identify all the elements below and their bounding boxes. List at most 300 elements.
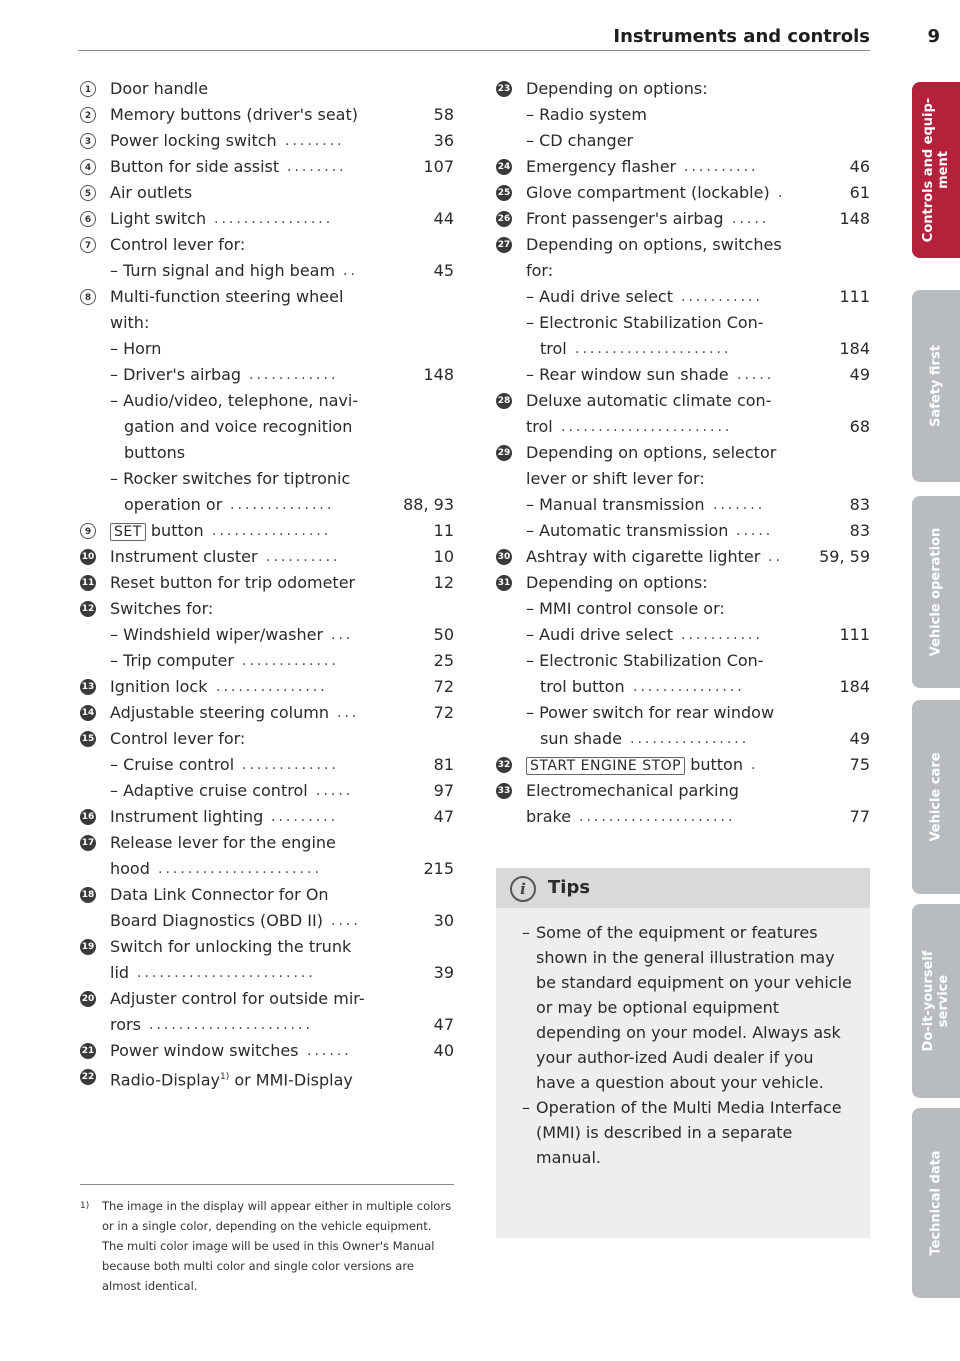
legend-text bbox=[526, 440, 776, 466]
page-reference[interactable]: 184 bbox=[839, 677, 870, 696]
legend-text bbox=[526, 466, 705, 492]
legend-entry-body bbox=[110, 700, 454, 726]
page-reference[interactable]: 50 bbox=[433, 625, 454, 644]
chapter-tab[interactable] bbox=[912, 700, 960, 894]
callout-number: 31 bbox=[496, 575, 512, 591]
legend-entry bbox=[80, 232, 454, 284]
page-reference[interactable]: 39 bbox=[433, 963, 454, 982]
legend-line bbox=[526, 128, 870, 154]
callout-number: 26 bbox=[496, 211, 512, 227]
legend-line bbox=[110, 232, 454, 258]
legend-entry bbox=[80, 570, 454, 596]
legend-text bbox=[110, 232, 245, 258]
callout-number: 18 bbox=[80, 887, 96, 903]
legend-entry-body bbox=[110, 128, 454, 154]
leader-dots: ............ bbox=[249, 367, 339, 383]
legend-line bbox=[526, 440, 870, 466]
leader-dots: .......... bbox=[266, 549, 341, 565]
page-reference[interactable]: 148 bbox=[423, 365, 454, 384]
legend-line bbox=[110, 336, 454, 362]
leader-dots: ... bbox=[337, 705, 360, 721]
legend-line-text: – Turn signal and high beam bbox=[110, 261, 336, 280]
legend-line-text: – Cruise control bbox=[110, 755, 235, 774]
legend-text bbox=[526, 102, 647, 128]
legend-entry bbox=[80, 986, 454, 1038]
legend-line-text: button bbox=[690, 755, 743, 774]
legend-line-text: – MMI control console or: bbox=[526, 599, 725, 618]
legend-entry-body bbox=[110, 154, 454, 180]
legend-text bbox=[110, 466, 350, 492]
page-reference[interactable]: 45 bbox=[433, 261, 454, 280]
tip-text: Some of the equipment or features shown in the general illustration may be standard equipment on your vehicle or may be optional equipment depending on your model. Always ask your author-ized Audi dealer if you have a question about your vehicle. bbox=[536, 923, 852, 1092]
leader-dots: ........................ bbox=[137, 965, 316, 981]
legend-text bbox=[526, 76, 708, 102]
legend-line bbox=[110, 648, 454, 674]
legend-text bbox=[110, 674, 208, 700]
callout-number: 23 bbox=[496, 81, 512, 97]
legend-line-text: Door handle bbox=[110, 79, 209, 98]
legend-line-text: – Power switch for rear window bbox=[526, 703, 775, 722]
legend-text bbox=[526, 544, 760, 570]
legend-line bbox=[526, 648, 870, 674]
page-reference[interactable]: 215 bbox=[423, 859, 454, 878]
legend-line-text: Depending on options: bbox=[526, 573, 708, 592]
legend-text bbox=[110, 804, 263, 830]
legend-line-text: lever or shift lever for: bbox=[526, 469, 705, 488]
leader-dots: ................ bbox=[630, 731, 750, 747]
leader-dots: .............. bbox=[230, 497, 335, 513]
legend-line-text: Adjuster control for outside mir- bbox=[110, 989, 365, 1008]
leader-dots: ..... bbox=[736, 523, 774, 539]
page-reference[interactable]: 10 bbox=[433, 547, 454, 566]
tips-box bbox=[496, 868, 870, 1238]
callout-number: 27 bbox=[496, 237, 512, 253]
tips-title: Tips bbox=[548, 877, 591, 898]
legend-line-text: Multi-function steering wheel bbox=[110, 287, 344, 306]
legend-line bbox=[110, 466, 454, 492]
legend-line bbox=[110, 1012, 454, 1038]
legend-entry-body bbox=[110, 674, 454, 700]
page-reference[interactable]: 148 bbox=[839, 209, 870, 228]
legend-text bbox=[526, 388, 771, 414]
legend-entry bbox=[80, 76, 454, 102]
legend-line-text: Instrument cluster bbox=[110, 547, 258, 566]
legend-line-text: Emergency flasher bbox=[526, 157, 677, 176]
leader-dots: .. bbox=[768, 549, 783, 565]
tip-item: – Operation of the Multi Media Interface (MMI) is described in a separate manual. bbox=[522, 1098, 842, 1167]
leader-dots: .... bbox=[331, 913, 361, 929]
legend-text bbox=[526, 622, 673, 648]
chapter-tab[interactable] bbox=[912, 904, 960, 1098]
legend-line-text: Control lever for: bbox=[110, 729, 246, 748]
legend-entry-body bbox=[110, 830, 454, 882]
legend-line bbox=[110, 986, 454, 1012]
legend-entry-body bbox=[110, 986, 454, 1038]
legend-line bbox=[110, 804, 454, 830]
legend-entry-body bbox=[110, 596, 454, 674]
legend-line bbox=[526, 674, 870, 700]
page-reference[interactable]: 59, 59 bbox=[819, 547, 870, 566]
leader-dots: ...................... bbox=[158, 861, 322, 877]
legend-text bbox=[110, 648, 234, 674]
leader-dots: ..... bbox=[737, 367, 775, 383]
page-reference[interactable]: 81 bbox=[433, 755, 454, 774]
page-reference[interactable]: 36 bbox=[433, 131, 454, 150]
callout-number: 9 bbox=[80, 523, 96, 539]
leader-dots: ........... bbox=[681, 289, 763, 305]
legend-line-text: Electromechanical parking bbox=[526, 781, 739, 800]
legend-line-text: – CD changer bbox=[526, 131, 634, 150]
legend-text bbox=[526, 128, 633, 154]
legend-text bbox=[110, 284, 343, 310]
legend-text bbox=[110, 1064, 353, 1093]
legend-line bbox=[526, 154, 870, 180]
legend-line-text: Reset button for trip odometer bbox=[110, 573, 356, 592]
legend-line bbox=[110, 544, 454, 570]
legend-line bbox=[110, 908, 454, 934]
legend-entry-body bbox=[110, 934, 454, 986]
legend-entry bbox=[80, 596, 454, 674]
legend-entry-body bbox=[526, 778, 870, 830]
leader-dots: ........ bbox=[287, 159, 347, 175]
legend-text bbox=[526, 180, 770, 206]
legend-line-text: Depending on options: bbox=[526, 79, 708, 98]
callout-number: 2 bbox=[80, 107, 96, 123]
legend-line bbox=[526, 622, 870, 648]
page-reference[interactable]: 12 bbox=[433, 573, 454, 592]
legend-line bbox=[110, 102, 454, 128]
legend-line-text: Power window switches bbox=[110, 1041, 299, 1060]
legend-entry bbox=[80, 1064, 454, 1090]
legend-line bbox=[110, 1038, 454, 1064]
legend-entry-body bbox=[526, 76, 870, 154]
legend-text bbox=[110, 700, 329, 726]
page-reference[interactable]: 83 bbox=[849, 495, 870, 514]
legend-line bbox=[110, 960, 454, 986]
callout-number: 4 bbox=[80, 159, 96, 175]
legend-line-text: Radio-Display bbox=[110, 1070, 221, 1090]
legend-entry bbox=[80, 700, 454, 726]
legend-line bbox=[110, 76, 454, 102]
legend-text bbox=[110, 154, 279, 180]
legend-line-text: Light switch bbox=[110, 209, 207, 228]
legend-line-text: Memory buttons (driver's seat) bbox=[110, 105, 358, 124]
page-reference[interactable]: 47 bbox=[433, 1015, 454, 1034]
callout-number: 32 bbox=[496, 757, 512, 773]
legend-entry-body bbox=[110, 726, 454, 804]
legend-entry bbox=[80, 128, 454, 154]
leader-dots: ................ bbox=[212, 523, 332, 539]
legend-entry bbox=[80, 830, 454, 882]
key-label: SET bbox=[110, 523, 146, 541]
callout-number: 13 bbox=[80, 679, 96, 695]
callout-number: 10 bbox=[80, 549, 96, 565]
legend-text bbox=[110, 206, 206, 232]
legend-line-text: for: bbox=[526, 261, 554, 280]
legend-line-text: with: bbox=[110, 313, 150, 332]
chapter-tab-label: Technical data bbox=[928, 1150, 944, 1256]
callout-number: 3 bbox=[80, 133, 96, 149]
legend-line-text: button bbox=[150, 521, 204, 540]
page-reference[interactable]: 111 bbox=[839, 625, 870, 644]
legend-line bbox=[526, 414, 870, 440]
page-reference[interactable]: 40 bbox=[433, 1041, 454, 1060]
legend-line bbox=[110, 778, 454, 804]
legend-line bbox=[526, 752, 870, 778]
tip-text: Operation of the Multi Media Interface (MMI) is described in a separate manual. bbox=[536, 1098, 842, 1167]
legend-text bbox=[110, 778, 308, 804]
legend-entry-body bbox=[110, 284, 454, 518]
legend-line-text: – Audi drive select bbox=[526, 287, 673, 306]
legend-text bbox=[110, 336, 161, 362]
callout-number: 29 bbox=[496, 445, 512, 461]
chapter-tab-label: Safety first bbox=[928, 345, 944, 427]
page-reference[interactable]: 11 bbox=[433, 521, 454, 540]
legend-line-text: Button for side assist bbox=[110, 157, 280, 176]
legend-text bbox=[110, 1012, 141, 1038]
footnote-divider bbox=[80, 1184, 454, 1185]
legend-text bbox=[110, 882, 329, 908]
legend-text bbox=[540, 674, 625, 700]
callout-number: 20 bbox=[80, 991, 96, 1007]
page-reference[interactable]: 72 bbox=[433, 677, 454, 696]
legend-line bbox=[526, 544, 870, 570]
legend-entry bbox=[80, 154, 454, 180]
callout-number: 16 bbox=[80, 809, 96, 825]
legend-entry-body bbox=[110, 570, 454, 596]
page-reference[interactable]: 46 bbox=[849, 157, 870, 176]
page-reference[interactable]: 49 bbox=[849, 729, 870, 748]
legend-line bbox=[110, 492, 454, 518]
leader-dots: .......... bbox=[684, 159, 759, 175]
leader-dots: .. bbox=[343, 263, 358, 279]
legend-text bbox=[526, 648, 764, 674]
legend-entry-body bbox=[526, 388, 870, 440]
legend-line-text: Adjustable steering column bbox=[110, 703, 329, 722]
legend-line bbox=[110, 830, 454, 856]
legend-line bbox=[110, 1064, 454, 1090]
legend-entry bbox=[80, 934, 454, 986]
legend-entry bbox=[80, 284, 454, 518]
legend-text bbox=[110, 908, 323, 934]
callout-number: 11 bbox=[80, 575, 96, 591]
page-reference[interactable]: 44 bbox=[433, 209, 454, 228]
legend-line-text: Release lever for the engine bbox=[110, 833, 336, 852]
legend-line bbox=[110, 700, 454, 726]
legend-line bbox=[526, 726, 870, 752]
leader-dots: ......... bbox=[271, 809, 339, 825]
legend-entry bbox=[496, 76, 870, 154]
legend-line bbox=[110, 726, 454, 752]
legend-entry bbox=[80, 544, 454, 570]
legend-text bbox=[526, 518, 728, 544]
page-reference[interactable]: 49 bbox=[849, 365, 870, 384]
legend-entry-body bbox=[526, 544, 870, 570]
legend-line-text: Front passenger's airbag bbox=[526, 209, 724, 228]
legend-entry-body bbox=[110, 544, 454, 570]
chapter-tab-label: Do-it-yourself service bbox=[921, 950, 951, 1052]
legend-line bbox=[526, 206, 870, 232]
legend-text bbox=[526, 492, 705, 518]
page-title: Instruments and controls bbox=[613, 26, 870, 47]
leader-dots: ..................... bbox=[579, 809, 736, 825]
footnote-ref: 1) bbox=[220, 1072, 230, 1082]
legend-entry-body bbox=[110, 1064, 454, 1090]
page-reference[interactable]: 75 bbox=[849, 755, 870, 774]
legend-entry-body bbox=[526, 232, 870, 388]
page-reference[interactable]: 77 bbox=[849, 807, 870, 826]
legend-entry bbox=[496, 544, 870, 570]
legend-text bbox=[110, 596, 213, 622]
key-label: START ENGINE STOP bbox=[526, 757, 685, 775]
leader-dots: ...... bbox=[307, 1043, 352, 1059]
legend-line-text: Air outlets bbox=[110, 183, 193, 202]
page-reference[interactable]: 111 bbox=[839, 287, 870, 306]
chapter-tab[interactable] bbox=[912, 1108, 960, 1298]
legend-entry-body bbox=[526, 154, 870, 180]
legend-line-text: – Driver's airbag bbox=[110, 365, 242, 384]
legend-text bbox=[526, 596, 725, 622]
legend-entry bbox=[496, 388, 870, 440]
legend-text bbox=[526, 752, 743, 779]
legend-line-text: – Manual transmission bbox=[526, 495, 705, 514]
page-reference[interactable]: 47 bbox=[433, 807, 454, 826]
legend-line-text: Depending on options, switches bbox=[526, 235, 782, 254]
legend-entry bbox=[496, 440, 870, 544]
legend-line-text: buttons bbox=[124, 443, 186, 462]
legend-line-text: operation or bbox=[124, 495, 223, 514]
legend-line-text: – Audio/video, telephone, navi- bbox=[110, 391, 359, 410]
page-reference[interactable]: 61 bbox=[849, 183, 870, 202]
legend-line bbox=[526, 310, 870, 336]
legend-line-text: – Windshield wiper/washer bbox=[110, 625, 324, 644]
legend-text bbox=[540, 336, 567, 362]
callout-number: 25 bbox=[496, 185, 512, 201]
leader-dots: ............. bbox=[242, 653, 339, 669]
legend-text bbox=[526, 154, 676, 180]
legend-text bbox=[526, 232, 782, 258]
callout-number: 17 bbox=[80, 835, 96, 851]
legend-line-text: Depending on options, selector bbox=[526, 443, 777, 462]
legend-text bbox=[110, 856, 150, 882]
legend-line bbox=[526, 804, 870, 830]
legend-line-text: – Horn bbox=[110, 339, 162, 358]
legend-line bbox=[526, 232, 870, 258]
page-reference[interactable]: 72 bbox=[433, 703, 454, 722]
legend-line bbox=[110, 414, 454, 440]
legend-line bbox=[110, 154, 454, 180]
page-reference[interactable]: 107 bbox=[423, 157, 454, 176]
legend-line bbox=[526, 102, 870, 128]
legend-line bbox=[110, 596, 454, 622]
legend-entry-body bbox=[526, 570, 870, 752]
legend-entry bbox=[80, 726, 454, 804]
leader-dots: ............. bbox=[242, 757, 339, 773]
legend-line-text: brake bbox=[526, 807, 572, 826]
legend-line bbox=[110, 934, 454, 960]
legend-text bbox=[110, 1038, 299, 1064]
legend-text bbox=[110, 570, 355, 596]
leader-dots: ...................... bbox=[149, 1017, 313, 1033]
legend-entry bbox=[496, 154, 870, 180]
callout-number: 7 bbox=[80, 237, 96, 253]
leader-dots: ... bbox=[331, 627, 354, 643]
legend-line bbox=[110, 518, 454, 544]
legend-text bbox=[526, 778, 739, 804]
legend-line-text: Power locking switch bbox=[110, 131, 277, 150]
legend-line-text: lid bbox=[110, 963, 130, 982]
callout-number: 12 bbox=[80, 601, 96, 617]
page-number: 9 bbox=[927, 26, 940, 47]
chapter-tab-label: Controls and equip- ment bbox=[921, 97, 951, 243]
page-reference[interactable]: 83 bbox=[849, 521, 870, 540]
legend-entry-body bbox=[110, 882, 454, 934]
legend-text bbox=[110, 258, 335, 284]
legend-entry bbox=[80, 180, 454, 206]
leader-dots: ............... bbox=[216, 679, 328, 695]
chapter-tab[interactable] bbox=[912, 290, 960, 482]
legend-entry-body bbox=[110, 232, 454, 284]
callout-number: 30 bbox=[496, 549, 512, 565]
page-reference[interactable]: 58 bbox=[433, 105, 454, 124]
callout-number: 1 bbox=[80, 81, 96, 97]
page-reference[interactable]: 97 bbox=[433, 781, 454, 800]
legend-line bbox=[526, 570, 870, 596]
legend-text bbox=[124, 440, 185, 466]
legend-text bbox=[124, 414, 352, 440]
legend-line bbox=[526, 180, 870, 206]
legend-entry bbox=[80, 518, 454, 544]
legend-text bbox=[526, 414, 553, 440]
chapter-tab[interactable] bbox=[912, 82, 960, 258]
chapter-tab[interactable] bbox=[912, 496, 960, 688]
legend-entry-body bbox=[526, 180, 870, 206]
callout-number: 6 bbox=[80, 211, 96, 227]
legend-line-text: – Electronic Stabilization Con- bbox=[526, 651, 764, 670]
legend-text bbox=[526, 570, 708, 596]
legend-text bbox=[110, 752, 234, 778]
info-icon: i bbox=[510, 876, 536, 902]
leader-dots: ....................... bbox=[561, 419, 733, 435]
legend-entry-body bbox=[110, 76, 454, 102]
legend-text bbox=[526, 310, 764, 336]
page-reference[interactable]: 184 bbox=[839, 339, 870, 358]
legend-line bbox=[526, 258, 870, 284]
footnote-text: The image in the display will appear either in multiple colors or in a single color, depending on the vehicle equipment. The multi color image will be used in this Owner's Manual because both multi color and single color versions are almost identical. bbox=[102, 1199, 452, 1293]
legend-entry bbox=[496, 570, 870, 752]
page-reference[interactable]: 68 bbox=[849, 417, 870, 436]
legend-line-text: – Trip computer bbox=[110, 651, 234, 670]
legend-line-text: – Rocker switches for tiptronic bbox=[110, 469, 351, 488]
page-reference[interactable]: 88, 93 bbox=[403, 495, 454, 514]
legend-text bbox=[526, 700, 774, 726]
legend-line-text: Ashtray with cigarette lighter bbox=[526, 547, 761, 566]
page-reference[interactable]: 30 bbox=[433, 911, 454, 930]
leader-dots: ............... bbox=[633, 679, 745, 695]
legend-entry bbox=[496, 778, 870, 830]
tip-item: – Some of the equipment or features shown in the general illustration may be standard equipment on your vehicle or may be optional equipment depending on your model. Always ask your author-ized Audi dealer if you have a question about your vehicle. bbox=[522, 923, 852, 1092]
legend-text bbox=[540, 726, 622, 752]
legend-text bbox=[110, 388, 358, 414]
legend-text bbox=[110, 518, 204, 545]
footnote-mark: 1) bbox=[80, 1201, 90, 1211]
leader-dots: ........... bbox=[681, 627, 763, 643]
legend-line-text: Deluxe automatic climate con- bbox=[526, 391, 772, 410]
page-reference[interactable]: 25 bbox=[433, 651, 454, 670]
legend-entry-body bbox=[110, 102, 454, 128]
callout-number: 15 bbox=[80, 731, 96, 747]
legend-line bbox=[110, 310, 454, 336]
